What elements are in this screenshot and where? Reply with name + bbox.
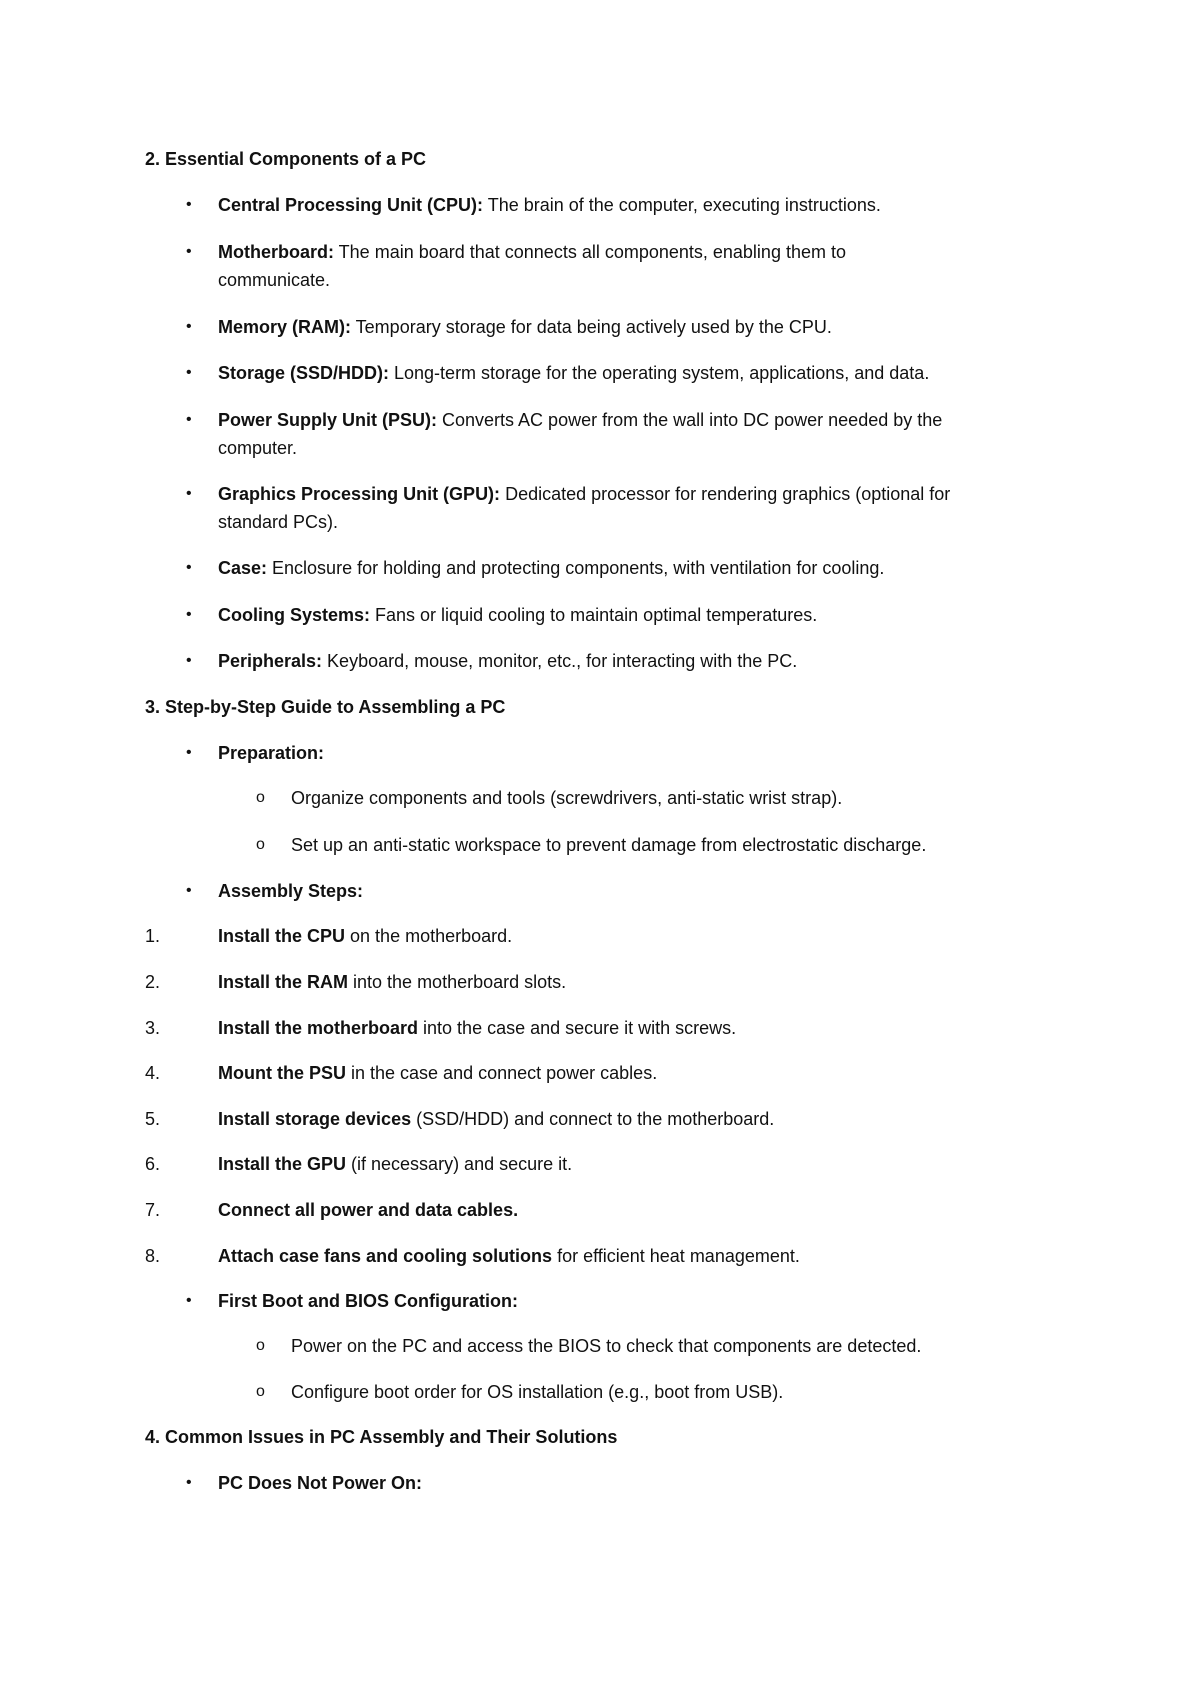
bullet-marker: • [186,559,192,576]
bullet-marker: • [186,1292,192,1309]
step-item: Connect all power and data cables. [218,1200,519,1220]
bullet-marker: • [186,364,192,381]
list-item-gpu: Graphics Processing Unit (GPU): Dedicated processor for rendering graphics (optional for [218,484,951,504]
bullet-marker: • [186,411,192,428]
list-item-assembly: Assembly Steps: [218,881,364,901]
list-item-cpu: Central Processing Unit (CPU): The brain of the computer, executing instructions. [218,195,881,215]
step-number: 2. [145,972,161,992]
step-item: Install the RAM into the motherboard slots. [218,972,567,992]
step-number: 3. [145,1018,161,1038]
subbullet-marker: o [256,836,265,853]
list-item-peripherals: Peripherals: Keyboard, mouse, monitor, etc., for interacting with the PC. [218,651,798,671]
list-item-cooling: Cooling Systems: Fans or liquid cooling to maintain optimal temperatures. [218,605,818,625]
section-2-heading: 2. Essential Components of a PC [145,149,427,169]
section-4-heading: 4. Common Issues in PC Assembly and Their Solutions [145,1427,618,1447]
sublist-item: Organize components and tools (screwdrivers, anti-static wrist strap). [291,788,843,808]
step-number: 5. [145,1109,161,1129]
list-item-motherboard: Motherboard: The main board that connects all components, enabling them to [218,242,846,262]
list-item-psu-cont: computer. [218,438,298,458]
list-item-gpu-cont: standard PCs). [218,512,339,532]
step-number: 4. [145,1063,161,1083]
step-number: 6. [145,1154,161,1174]
section-3-heading: 3. Step-by-Step Guide to Assembling a PC [145,697,506,717]
bullet-marker: • [186,1474,192,1491]
list-item-motherboard-cont: communicate. [218,270,331,290]
bullet-marker: • [186,196,192,213]
step-item: Mount the PSU in the case and connect power cables. [218,1063,658,1083]
bullet-marker: • [186,744,192,761]
list-item-power-on: PC Does Not Power On: [218,1473,423,1493]
list-item-first-boot: First Boot and BIOS Configuration: [218,1291,518,1311]
sublist-item: Power on the PC and access the BIOS to check that components are detected. [291,1336,922,1356]
subbullet-marker: o [256,1337,265,1354]
list-item-memory: Memory (RAM): Temporary storage for data being actively used by the CPU. [218,317,832,337]
step-item: Install the CPU on the motherboard. [218,926,513,946]
subbullet-marker: o [256,1383,265,1400]
bullet-marker: • [186,882,192,899]
list-item-case: Case: Enclosure for holding and protecting components, with ventilation for cooling. [218,558,885,578]
step-number: 8. [145,1246,161,1266]
bullet-marker: • [186,485,192,502]
bullet-marker: • [186,318,192,335]
sublist-item: Set up an anti-static workspace to prevent damage from electrostatic discharge. [291,835,927,855]
subbullet-marker: o [256,789,265,806]
step-item: Install the motherboard into the case and secure it with screws. [218,1018,737,1038]
bullet-marker: • [186,606,192,623]
list-item-storage: Storage (SSD/HDD): Long-term storage for the operating system, applications, and data. [218,363,930,383]
bullet-marker: • [186,652,192,669]
step-number: 7. [145,1200,161,1220]
step-item: Install storage devices (SSD/HDD) and connect to the motherboard. [218,1109,775,1129]
list-item-preparation: Preparation: [218,743,325,763]
step-item: Attach case fans and cooling solutions for efficient heat management. [218,1246,800,1266]
sublist-item: Configure boot order for OS installation (e.g., boot from USB). [291,1382,784,1402]
bullet-marker: • [186,243,192,260]
step-item: Install the GPU (if necessary) and secure it. [218,1154,573,1174]
step-number: 1. [145,926,161,946]
list-item-psu: Power Supply Unit (PSU): Converts AC power from the wall into DC power needed by the [218,410,943,430]
